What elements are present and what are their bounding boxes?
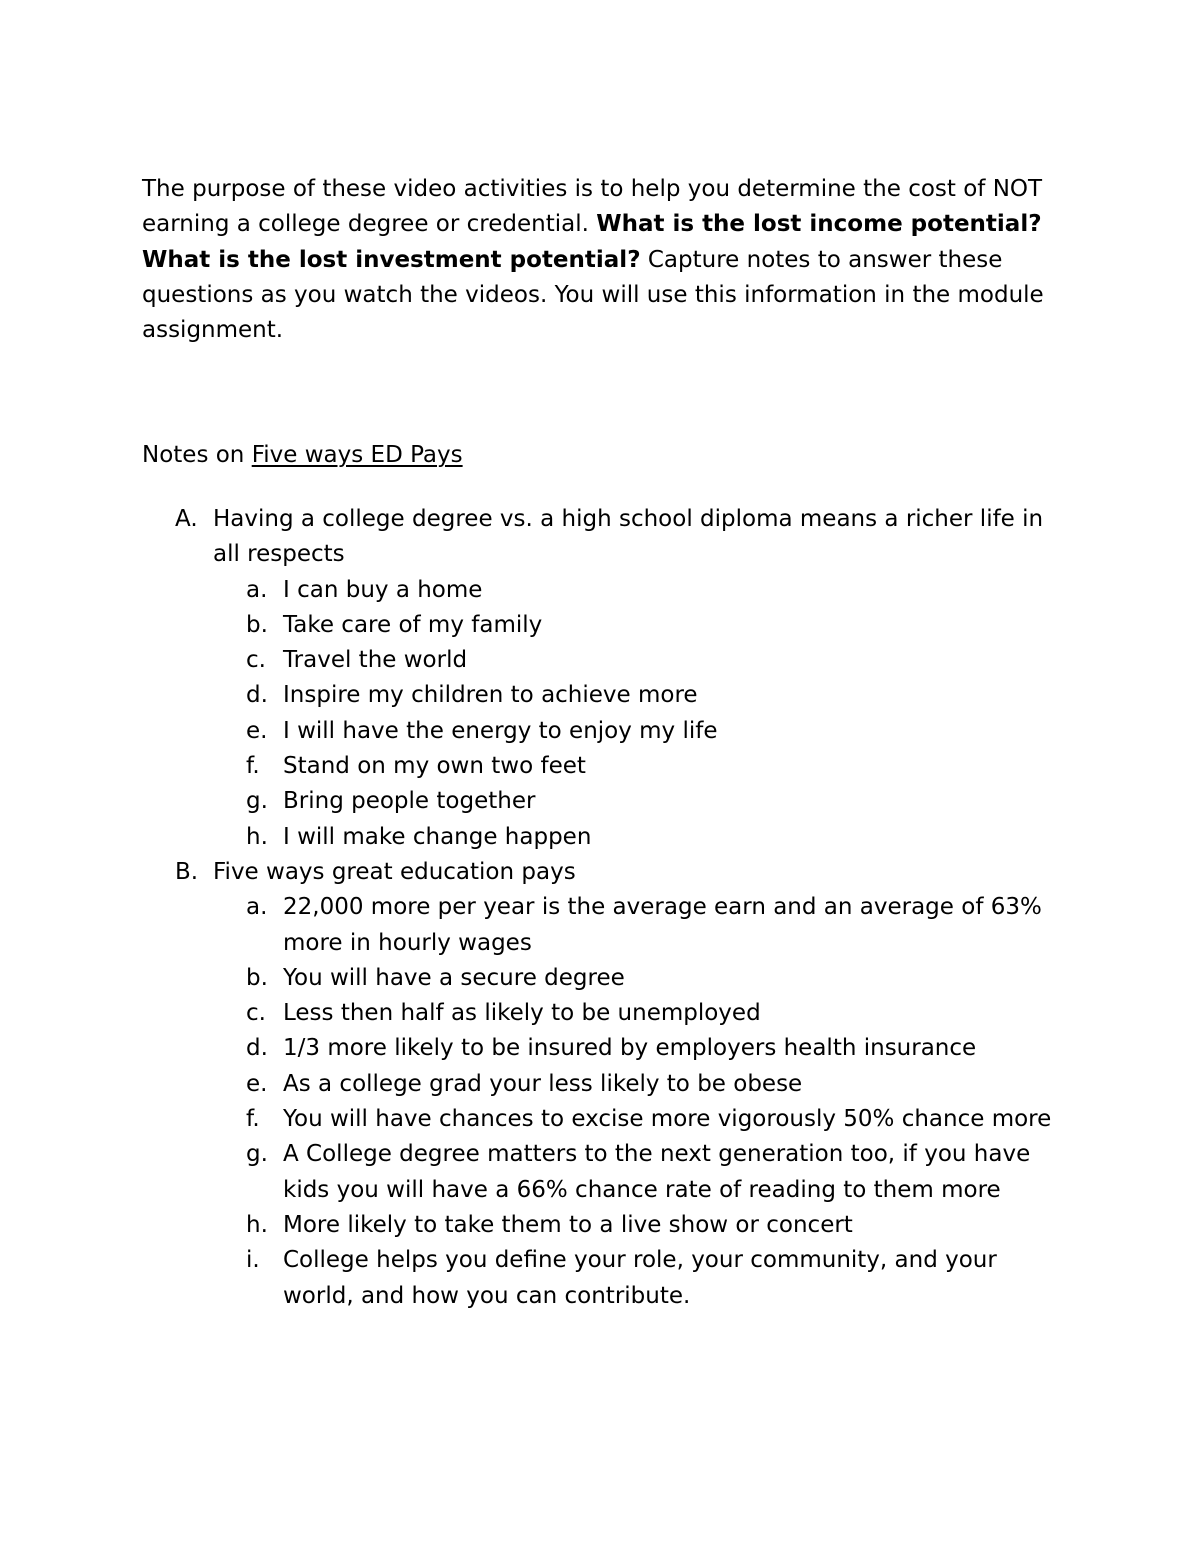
sub-item-text: 1/3 more likely to be insured by employers health insurance [283, 1035, 977, 1062]
sub-item [0, 643, 1073, 678]
sub-item-marker: d. [246, 1035, 268, 1062]
sub-item [0, 678, 1073, 713]
sub-item [0, 714, 1073, 749]
notes-outline [0, 502, 1200, 1314]
sub-item-marker: e. [246, 717, 268, 744]
sub-item-text: I can buy a home [283, 576, 483, 603]
sub-item [0, 608, 1073, 643]
intro-text-1: The purpose of these video activities is to help you determine the cost of NOT earning a college degree or credential. [142, 176, 1043, 238]
intro-text-2: Capture notes to answer these questions as you watch the videos. You will use this information in the module assignment. [142, 246, 1044, 344]
sub-item-text: Less then half as likely to be unemployed [283, 1000, 761, 1027]
sub-item-marker: a. [246, 894, 268, 921]
sub-item-text: Travel the world [283, 647, 468, 674]
outline-marker: B. [175, 858, 199, 885]
intro-paragraph [142, 172, 1082, 348]
sub-item-marker: b. [246, 611, 268, 638]
sub-item-text: I will make change happen [283, 823, 592, 850]
sub-item-text: You will have a secure degree [283, 964, 625, 991]
sub-item [0, 996, 1073, 1031]
sub-item-marker: a. [246, 576, 268, 603]
sub-item [0, 1102, 1073, 1137]
sub-item [0, 1208, 1073, 1243]
sub-item [0, 749, 1073, 784]
sub-item [0, 961, 1073, 996]
sub-item-marker: c. [246, 647, 266, 674]
sub-item-marker: e. [246, 1070, 268, 1097]
notes-video-title: Five ways ED Pays [251, 442, 463, 468]
sub-item [0, 1067, 1073, 1102]
sub-item-marker: d. [246, 682, 268, 709]
sub-item-text: Take care of my family [283, 611, 543, 638]
sub-item-text: As a college grad your less likely to be obese [283, 1070, 803, 1097]
sub-item-text: Stand on my own two feet [283, 753, 586, 780]
sub-item-text: You will have chances to excise more vigorously 50% chance more [283, 1106, 1052, 1133]
outline-item-text: Five ways great education pays [213, 858, 576, 885]
sub-item [0, 784, 1073, 819]
sub-item-marker: b. [246, 964, 268, 991]
sub-item-marker: i. [246, 1247, 260, 1274]
sub-item-marker: f. [246, 1106, 260, 1133]
sub-item-marker: c. [246, 1000, 266, 1027]
notes-prefix: Notes on [142, 442, 252, 468]
sub-item-text: I will have the energy to enjoy my life [283, 717, 718, 744]
notes-heading [142, 438, 463, 473]
outline-item-text: Having a college degree vs. a high school diploma means a richer life in all respects [213, 506, 1044, 568]
sub-item-marker: h. [246, 1211, 268, 1238]
sub-item-marker: g. [246, 1141, 268, 1168]
sub-item [0, 573, 1073, 608]
sub-item-text: Inspire my children to achieve more [283, 682, 698, 709]
sub-item [0, 1137, 1073, 1208]
outline-item-a [0, 502, 1053, 573]
intro-bold-questions: What is the lost income potential? What is the lost investment potential? [142, 211, 1042, 273]
sub-item-text: More likely to take them to a live show or concert [283, 1211, 853, 1238]
sub-item-text: 22,000 more per year is the average earn and an average of 63% more in hourly wages [283, 894, 1042, 956]
sub-item-marker: g. [246, 788, 268, 815]
sub-item-text: Bring people together [283, 788, 536, 815]
sub-item [0, 1031, 1073, 1066]
sub-item-text: A College degree matters to the next generation too, if you have kids you will have a 66% chance rate of reading to them more [283, 1141, 1031, 1203]
sub-item-text: College helps you define your role, your community, and your world, and how you can contribute. [283, 1247, 997, 1309]
sub-item [0, 820, 1073, 855]
sub-item [0, 890, 1073, 961]
sub-item [0, 1243, 1073, 1314]
sub-item-marker: h. [246, 823, 268, 850]
outline-marker: A. [175, 506, 198, 532]
sub-item-marker: f. [246, 753, 260, 780]
outline-item-b [0, 855, 1053, 890]
